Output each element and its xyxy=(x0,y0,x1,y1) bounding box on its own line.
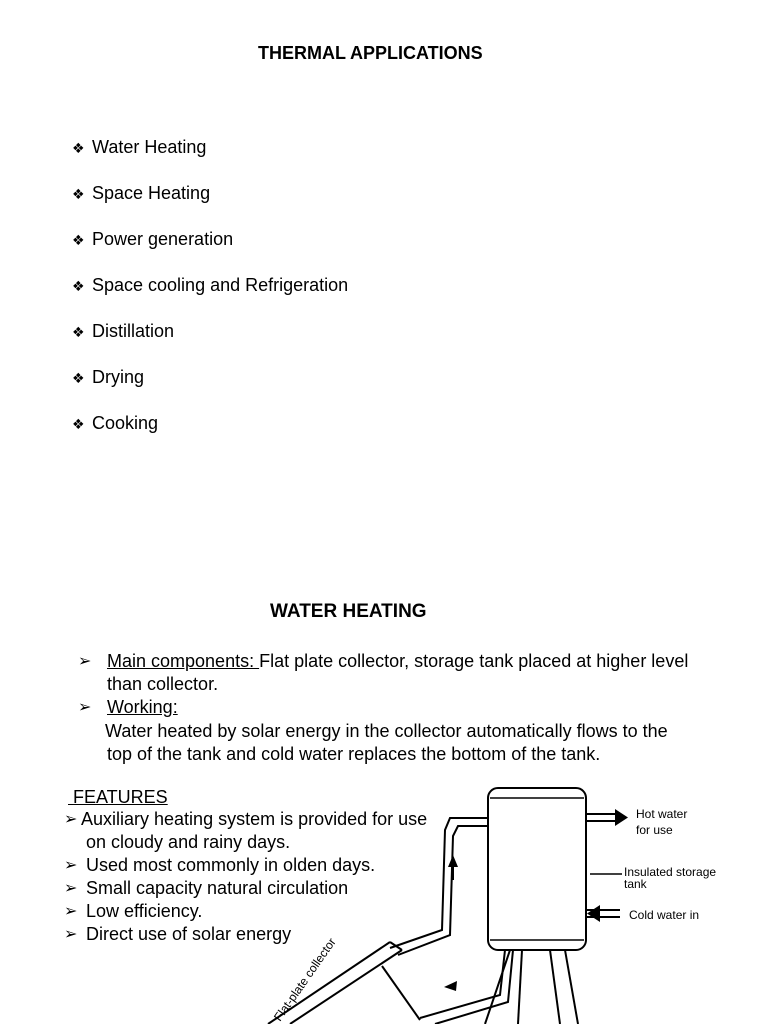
diamond-bullet-icon: ❖ xyxy=(72,324,85,340)
diamond-bullet-icon: ❖ xyxy=(72,186,85,202)
flow-up-arrow-icon xyxy=(448,855,458,867)
main-components-continuation: than collector. xyxy=(107,674,219,694)
working-text-line-2: top of the tank and cold water replaces the bottom of the tank. xyxy=(107,744,601,764)
arrow-bullet-icon: ➢ xyxy=(78,699,92,716)
hot-water-arrow-icon xyxy=(615,809,628,826)
water-heater-diagram xyxy=(260,780,740,1024)
main-components-line xyxy=(107,650,688,673)
working-text-line-1: Water heated by solar energy in the collector automatically flows to the xyxy=(105,721,668,741)
feature-text: Used most commonly in olden days. xyxy=(86,855,376,875)
hot-water-label: Hot water xyxy=(636,807,688,821)
arrow-bullet-icon: ➢ xyxy=(64,857,78,874)
diamond-bullet-icon: ❖ xyxy=(72,140,85,156)
diamond-bullet-icon: ❖ xyxy=(72,370,85,386)
application-text: Space cooling and Refrigeration xyxy=(92,275,349,295)
feature-text: Auxiliary heating system is provided for use xyxy=(81,809,428,829)
flow-down-arrow-icon xyxy=(444,981,457,991)
arrow-bullet-icon: ➢ xyxy=(78,653,92,670)
list-item xyxy=(72,228,348,274)
list-item xyxy=(72,136,348,182)
main-components-label: Main components: xyxy=(107,651,260,671)
collector-label: Flat-plate collector xyxy=(270,935,339,1024)
arrow-bullet-icon: ➢ xyxy=(64,903,78,920)
application-text: Power generation xyxy=(92,229,234,249)
storage-tank xyxy=(488,788,586,950)
section-title: WATER HEATING xyxy=(270,601,427,622)
page-title: THERMAL APPLICATIONS xyxy=(258,43,483,63)
feature-text: Direct use of solar energy xyxy=(86,924,292,944)
feature-text: on cloudy and rainy days. xyxy=(86,832,291,852)
hot-water-label-line-2: for use xyxy=(636,823,673,837)
list-item xyxy=(72,366,348,412)
application-text: Space Heating xyxy=(92,183,211,203)
list-item xyxy=(72,320,348,366)
feature-text: Small capacity natural circulation xyxy=(86,878,349,898)
list-item xyxy=(72,274,348,320)
arrow-bullet-icon: ➢ xyxy=(64,880,78,897)
working-label: Working: xyxy=(107,697,178,717)
main-components-text: Flat plate collector, storage tank placed at higher level xyxy=(259,651,689,671)
diamond-bullet-icon: ❖ xyxy=(72,232,85,248)
list-item xyxy=(72,412,348,458)
application-text: Drying xyxy=(92,367,145,387)
storage-tank-label-line-2: tank xyxy=(624,877,647,891)
features-label: FEATURES xyxy=(73,787,168,807)
diamond-bullet-icon: ❖ xyxy=(72,416,85,432)
features-heading xyxy=(68,786,168,809)
arrow-bullet-icon: ➢ xyxy=(64,926,78,943)
application-text: Distillation xyxy=(92,321,175,341)
storage-tank-label: Insulated storage xyxy=(624,865,717,879)
feature-text: Low efficiency. xyxy=(86,901,203,921)
cold-water-arrow-icon xyxy=(587,905,600,922)
arrow-bullet-icon: ➢ xyxy=(64,811,78,828)
applications-list xyxy=(72,136,348,458)
application-text: Cooking xyxy=(92,413,159,433)
diamond-bullet-icon: ❖ xyxy=(72,278,85,294)
list-item xyxy=(72,182,348,228)
application-text: Water Heating xyxy=(92,137,207,157)
cold-water-label: Cold water in xyxy=(629,908,700,922)
